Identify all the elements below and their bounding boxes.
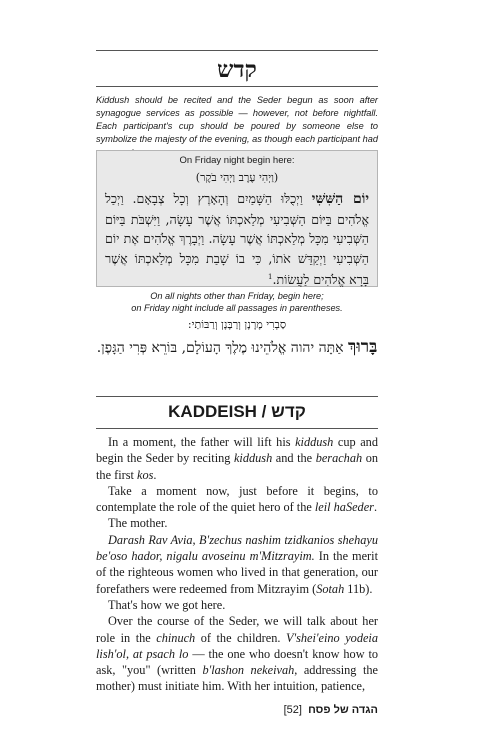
section-top-rule [96,396,378,397]
savri-line: סַבְרִי מָרָנָן וְרַבָּנָן וְרַבּוֹתַי: [187,318,287,331]
paragraph: Darash Rav Avia, B'zechus nashim tzidkanios shehayu be'oso hador, nigalu avoseinu m'Mitzrayim. In the merit of the righteous women who lived in that generation, our forefathers were redeemed from Mitzrayim (Sotah 11b). [96,532,378,596]
footnote-marker: 1 [268,273,273,281]
commentary-body [96,434,378,695]
paragraph: The mother. [108,516,168,531]
intro-instructions: Kiddush should be recited and the Seder begun as soon after synagogue services as possible — however, not before nightfall. Each participant's cup should be poured by someone else to symbolize the majesty of the evening, as though each participant had [96,95,378,144]
page-footer [96,704,378,716]
paragraph: In a moment, the father will lift his kiddush cup and begin the Seder by reciting kiddush and the berachah on the first kos. [96,435,378,482]
friday-parenthetical: (וַיְהִי עֶרֶב וַיְהִי בֹקֶר) [195,171,279,184]
section-bottom-rule [96,428,378,429]
top-rule [96,50,378,51]
paragraph: Over the course of the Seder, we will talk about her role in the chinuch of the children. V'shei'eino yodeia lish'ol, at psach lo — the one who doesn't know how to ask, "you" (written b'lashon nekeivah, addressing the mother) must initiate him. With her intuition, patience, [96,614,379,694]
friday-night-box [96,150,378,287]
page-title-hebrew: קדש [217,56,257,83]
vayechulu-text [105,189,369,290]
all-nights-line-2: on Friday night include all passages in parentheses. [131,303,343,313]
yom-hashishi: יוֹם הַשִּׁשִּׁי [311,191,369,207]
hagafen-blessing [96,336,378,359]
friday-label: On Friday night begin here: [179,155,295,166]
paragraph: That's how we got here. [108,597,226,612]
all-nights-line-1: On all nights other than Friday, begin here; [150,291,324,301]
title-rule [96,86,378,87]
baruch-word: בָּרוּךְ [348,337,378,357]
vayechulu-body: וַיְכֻלּוּ הַשָּׁמַיִם וְהָאָרֶץ וְכָל צְבָאָם. וַיְכַל אֱלֹהִים בַּיּוֹם הַשְּׁבִיעִי מְלַאכְתּוֹ אֲשֶׁר עָשָׂה, וַיִּשְׁבֹּת בַּיּוֹם הַשְּׁבִיעִי מִכָּל מְלַאכְתּוֹ אֲשֶׁר עָשָׂה. וַיְבָרֶךְ אֱלֹהִים אֶת יוֹם הַשְּׁבִיעִי וַיְקַדֵּשׁ אֹתוֹ, כִּי בוֹ שָׁבַת מִכָּל מְלַאכְתּוֹ אֲשֶׁר בָּרָא אֱלֹהִים לַעֲשׂוֹת. [105,191,369,288]
all-nights-instruction [96,290,378,314]
blessing-body: אַתָּה יהוה אֱלֹהֵינוּ מֶלֶךְ הָעוֹלָם, בּוֹרֵא פְּרִי הַגָּפֶן. [96,340,344,356]
footer-title: הגדה של פסח [308,704,378,716]
section-title: KADDEISH / קדש [168,402,306,421]
page-number: [52] [283,704,302,716]
paragraph: Take a moment now, just before it begins, to contemplate the role of the quiet hero of the leil haSeder. [96,483,378,515]
